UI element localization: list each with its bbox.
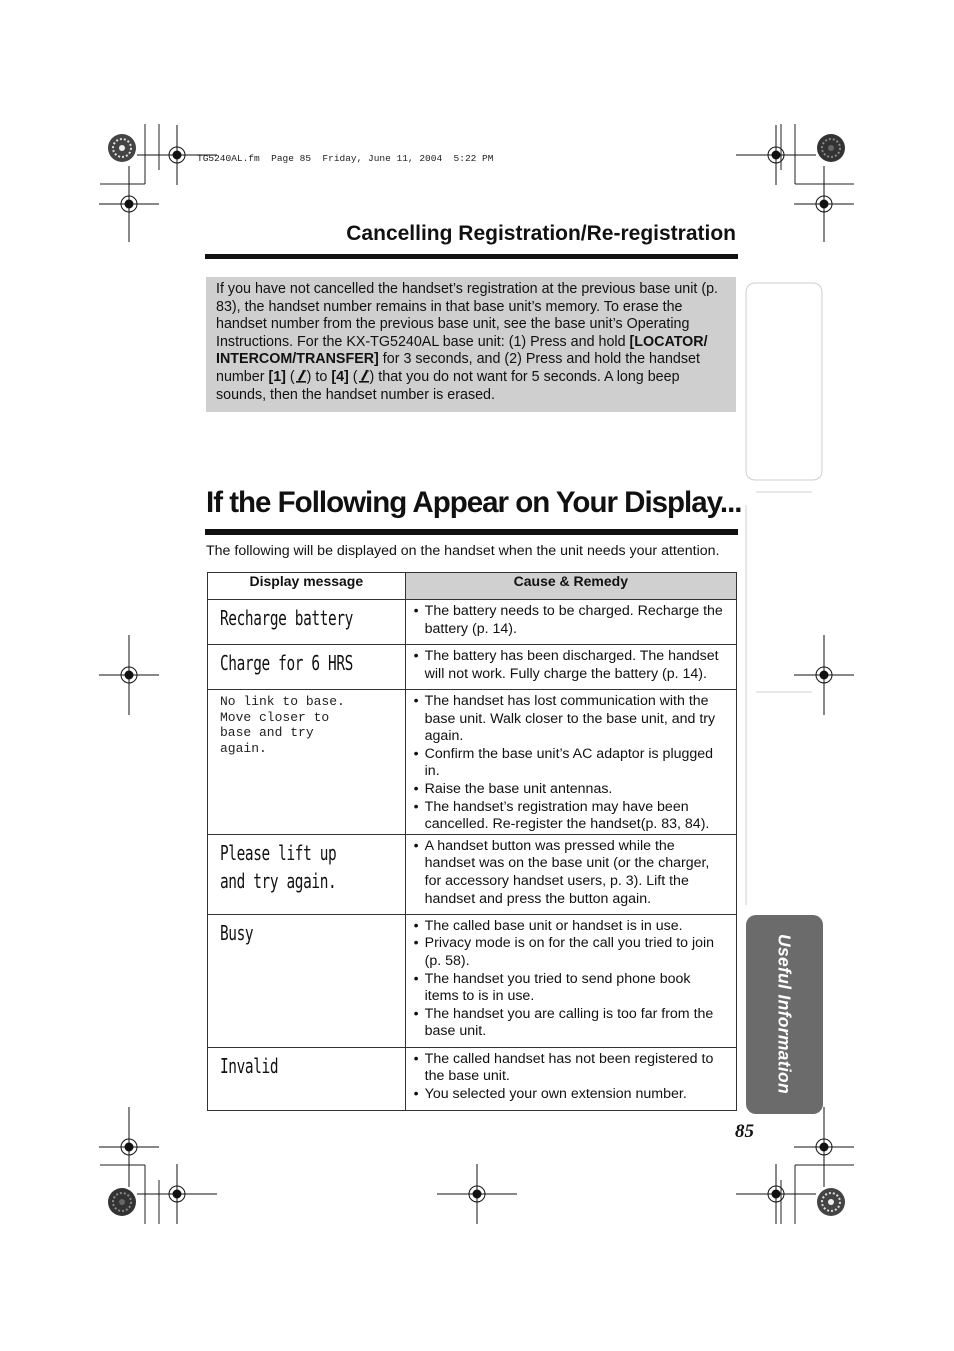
note-key-4: [4] [331, 368, 349, 385]
display-message-line: Please lift up [220, 840, 337, 865]
remedy-item: • A handset button was pressed while the handset was on the base unit (or the charger, for accessory handset users, p. 3). Lift the handset and press the button again. [414, 838, 728, 908]
section-title-rule [205, 254, 738, 259]
remedy-cell [405, 645, 736, 690]
display-messages-table [207, 572, 737, 1111]
display-message-line: and try again. [220, 868, 337, 893]
remedy-item: • The battery has been discharged. The handset will not work. Fully charge the battery (p. 14). [414, 648, 728, 683]
display-message-line: Move closer to [220, 709, 330, 725]
intro-text: The following will be displayed on the handset when the unit needs your attention. [206, 543, 720, 559]
page-title: If the Following Appear on Your Display... [206, 486, 742, 519]
table-row [208, 645, 737, 690]
display-message-cell [208, 1047, 406, 1110]
header-cause-remedy: Cause & Remedy [405, 573, 736, 600]
remedy-item: • Raise the base unit antennas. [414, 781, 728, 799]
remedy-item: • Privacy mode is on for the call you tried to join (p. 58). [414, 935, 728, 970]
table-row [208, 690, 737, 835]
handset-key-icon [295, 369, 307, 383]
note-text-1: If you have not cancelled the handset’s registration at the previous base unit (p. 83), the handset number remains in that base unit’s memory. To erase the handset number from the previous base unit, see the base unit’s Operating Instructions. For the KX-TG5240AL base unit: (1) Press and hold [216, 281, 719, 350]
table-row [208, 600, 737, 645]
file-info: TG5240AL.fm Page 85 Friday, June 11, 2004 5:22 PM [197, 153, 494, 164]
note-key-locator: [LOCATOR/ INTERCOM/TRANSFER] [216, 333, 708, 368]
header-display-message: Display message [208, 573, 406, 600]
table-row [208, 914, 737, 1047]
remedy-cell [405, 1047, 736, 1110]
display-message: Invalid [220, 1053, 279, 1078]
table-header-row [208, 573, 737, 600]
remedy-item: • The called handset has not been registered to the base unit. [414, 1051, 728, 1086]
remedy-item: • You selected your own extension number. [414, 1086, 728, 1104]
table-row [208, 834, 737, 914]
display-message-cell [208, 645, 406, 690]
remedy-item: • The handset has lost communication with the base unit. Walk closer to the base unit, and try again. [414, 693, 728, 746]
display-message-line: again. [220, 740, 267, 756]
table-row [208, 1047, 737, 1110]
note-key-1: [1] [268, 368, 286, 385]
remedy-cell [405, 834, 736, 914]
remedy-item: • Confirm the base unit’s AC adaptor is plugged in. [414, 746, 728, 781]
remedy-item: • The handset you are calling is too far from the base unit. [414, 1006, 728, 1041]
display-message: Busy [220, 920, 254, 945]
remedy-item: • The battery needs to be charged. Recharge the battery (p. 14). [414, 603, 728, 638]
display-message-cell [208, 914, 406, 1047]
display-message-line: No link to base. [220, 694, 345, 709]
side-tab-text: Useful Information [774, 934, 795, 1094]
page-number: 85 [735, 1121, 754, 1142]
section-title: Cancelling Registration/Re-registration [346, 222, 736, 245]
display-message-cell [208, 690, 406, 835]
remedy-cell [405, 914, 736, 1047]
note-text-4: that you do not want for 5 seconds. A long beep sounds, then the handset number is erased. [216, 368, 680, 403]
remedy-cell [405, 690, 736, 835]
remedy-item: • The called base unit or handset is in use. [414, 918, 728, 936]
display-message-cell [208, 600, 406, 645]
note-text-3: to [311, 368, 332, 385]
remedy-item: • The handset’s registration may have been cancelled. Re-register the handset(p. 83, 84). [414, 799, 728, 834]
remedy-cell [405, 600, 736, 645]
registration-note: If you have not cancelled the handset’s registration at the previous base unit (p. 83), the handset number remains in that base unit’s memory. To erase the handset number from the previous base unit, see the base unit’s Operating Instructions. For the KX-TG5240AL base unit: (1) Press and hold [LOCATOR/ INTERCOM/TRANSFER] for 3 seconds, and (2) Press and hold the handset number [1] ( ) to [4] ( ) that you do not want for 5 seconds. A long beep sounds, then the handset number is erased. [206, 277, 736, 412]
display-message: Recharge battery [220, 606, 353, 630]
remedy-item: • The handset you tried to send phone book items to is in use. [414, 971, 728, 1006]
page-title-rule [205, 529, 738, 535]
display-message: Charge for 6 HRS [220, 651, 353, 675]
handset-key-icon [358, 369, 370, 383]
display-message-cell [208, 834, 406, 914]
display-message-line: base and try [220, 725, 314, 741]
note-text-2: for 3 seconds, and (2) Press and hold the handset number [216, 351, 700, 385]
